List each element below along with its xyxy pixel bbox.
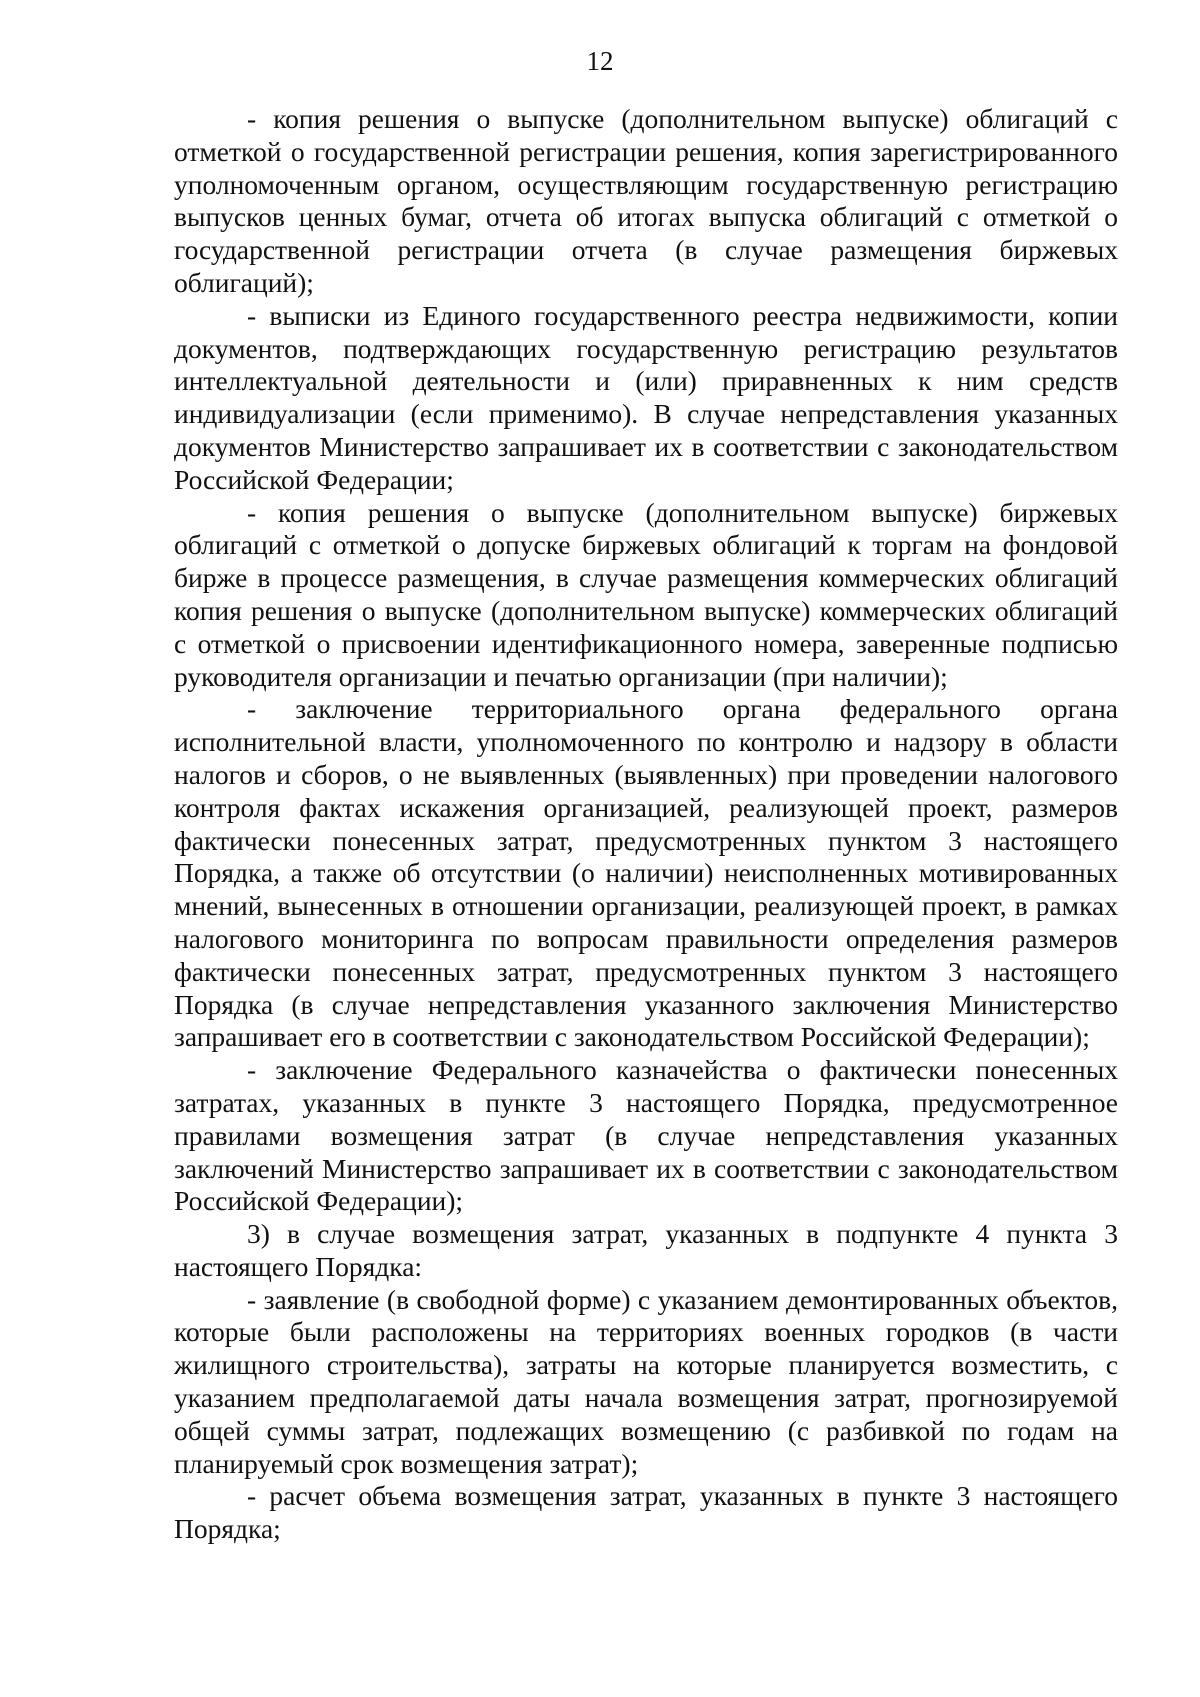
- paragraph-real-estate-registry-extracts: - выписки из Единого государственного реестра недвижимости, копии документов, подтверждающих государственную регистрацию результатов интеллектуальной деятельности и (или) приравненных к ним средств индивидуализации (если применимо). В случае непредставления указанных документов Министерство запрашивает их в соответствии с законодательством Российской Федерации;: [174, 299, 1118, 495]
- document-body: [174, 103, 1118, 1546]
- paragraph-tax-authority-conclusion: - заключение территориального органа федерального органа исполнительной власти, уполномоченного по контролю и надзору в области налогов и сборов, о не выявленных (выявленных) при проведении налогового контроля фактах искажения организацией, реализующей проект, размеров фактически понесенных затрат, предусмотренных пунктом 3 настоящего Порядка, а также об отсутствии (о наличии) неисполненных мотивированных мнений, вынесенных в отношении организации, реализующей проект, в рамках налогового мониторинга по вопросам правильности определения размеров фактически понесенных затрат, предусмотренных пунктом 3 настоящего Порядка (в случае непредставления указанного заключения Министерство запрашивает его в соответствии с законодательством Российской Федерации);: [174, 693, 1118, 1053]
- page-number: 12: [586, 46, 614, 76]
- paragraph-free-form-application: - заявление (в свободной форме) с указанием демонтированных объектов, которые были расположены на территориях военных городков (в части жилищного строительства), затраты на которые планируется возместить, с указанием предполагаемой даты начала возмещения затрат, прогнозируемой общей суммы затрат, подлежащих возмещению (с разбивкой по годам на планируемый срок возмещения затрат);: [174, 1283, 1118, 1479]
- paragraph-subitem-3-intro: 3) в случае возмещения затрат, указанных в подпункте 4 пункта 3 настоящего Порядка:: [174, 1218, 1118, 1282]
- paragraph-reimbursement-calculation: - расчет объема возмещения затрат, указанных в пункте 3 настоящего Порядка;: [174, 1480, 1118, 1545]
- paragraph-federal-treasury-conclusion: - заключение Федерального казначейства о фактически понесенных затратах, указанных в пункте 3 настоящего Порядка, предусмотренное правилами возмещения затрат (в случае непредставления указанных заключений Министерство запрашивает их в соответствии с законодательством Российской Федерации);: [174, 1054, 1118, 1217]
- paragraph-bond-issue-decision-copy: - копия решения о выпуске (дополнительном выпуске) облигаций с отметкой о государственной регистрации решения, копия зарегистрированного уполномоченным органом, осуществляющим государственную регистрацию выпусков ценных бумаг, отчета об итогах выпуска облигаций с отметкой о государственной регистрации отчета (в случае размещения биржевых облигаций);: [174, 103, 1118, 298]
- paragraph-exchange-bonds-decision-copy: - копия решения о выпуске (дополнительном выпуске) биржевых облигаций с отметкой о допуске биржевых облигаций к торгам на фондовой бирже в процессе размещения, в случае размещения коммерческих облигаций копия решения о выпуске (дополнительном выпуске) коммерческих облигаций с отметкой о присвоении идентификационного номера, заверенные подписью руководителя организации и печатью организации (при наличии);: [174, 496, 1118, 692]
